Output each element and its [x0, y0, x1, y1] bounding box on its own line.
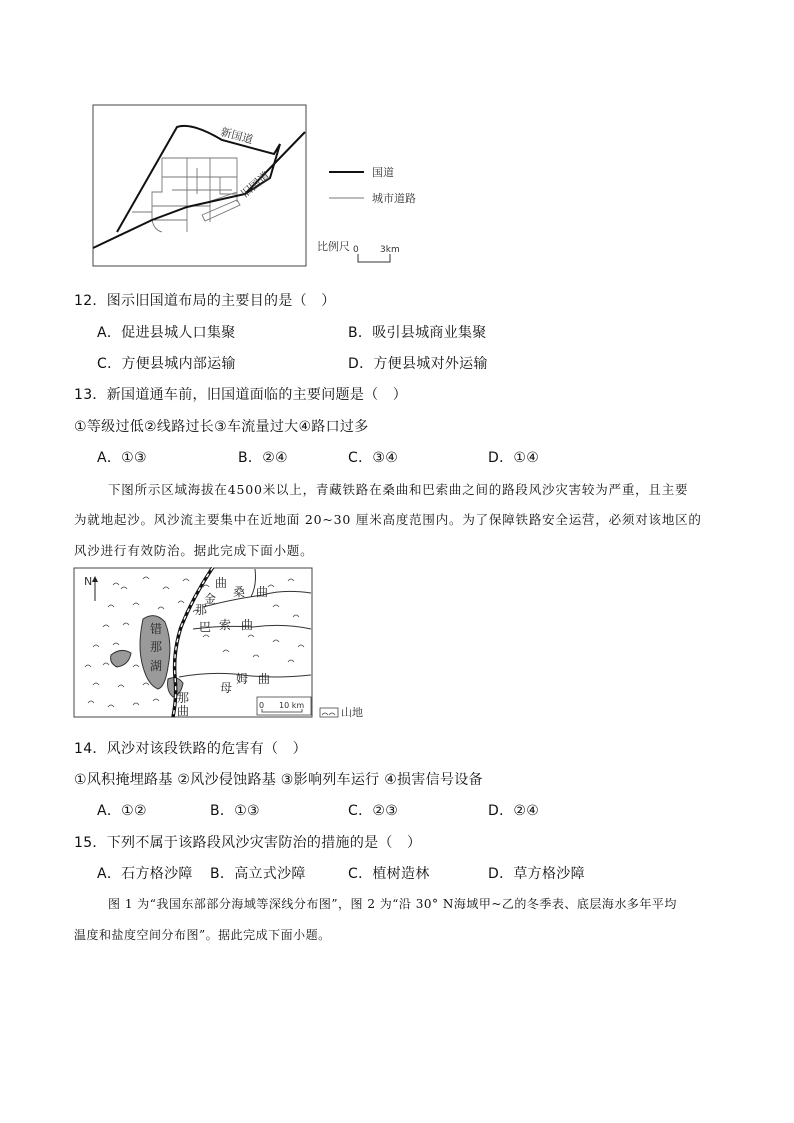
passage2-line2: 温度和盐度空间分布图”。据此完成下面小题。 — [74, 928, 331, 942]
q14-option-c[interactable]: C．②③ — [348, 803, 399, 819]
q15-option-d[interactable]: D．草方格沙障 — [488, 866, 585, 882]
map2-scale-zero: 0 — [259, 701, 265, 710]
basuoqu-char-3: 曲 — [241, 618, 254, 632]
mountain-legend-label: 山地 — [341, 706, 363, 719]
sangqu-char-2: 桑 — [233, 585, 246, 599]
lake-char-2: 那 — [150, 640, 163, 654]
q12-option-a[interactable]: A．促进县城人口集聚 — [97, 325, 236, 341]
scale-label: 比例尺 — [317, 240, 350, 253]
lake-char-3: 湖 — [150, 659, 163, 673]
jinnaqu-char-1: 金 — [204, 592, 217, 606]
mountain-legend-swatch — [320, 708, 338, 717]
munaqu-char-1: 母 — [220, 681, 233, 695]
new-road-label: 新国道 — [219, 125, 255, 147]
map2-scale-value: 10 km — [279, 701, 305, 710]
munaqu-char-3: 曲 — [258, 672, 271, 686]
q14-option-b[interactable]: B．①③ — [210, 803, 260, 819]
q12-stem: 12．图示旧国道布局的主要目的是（ ） — [74, 293, 336, 309]
naqu-char-2: 曲 — [177, 704, 190, 718]
q15-option-c[interactable]: C．植树造林 — [348, 866, 430, 882]
map2-frame — [74, 568, 312, 717]
q13-option-d[interactable]: D．①④ — [488, 450, 540, 466]
legend-city-road-label: 城市道路 — [372, 192, 416, 205]
scale-zero: 0 — [353, 245, 359, 255]
sangqu-char-3: 曲 — [256, 585, 269, 599]
naqu-char-1: 那 — [177, 691, 190, 705]
q13-option-c[interactable]: C．③④ — [348, 450, 399, 466]
q14-option-d[interactable]: D．②④ — [488, 803, 540, 819]
q13-option-a[interactable]: A．①③ — [97, 450, 147, 466]
passage2-line1: 图 1 为“我国东部部分海域等深线分布图”，图 2 为“沿 30° N海域甲~乙的冬季表、底层海水多年平均 — [108, 897, 677, 911]
q13-option-b[interactable]: B．②④ — [238, 450, 288, 466]
basuoqu-char-1: 巴 — [199, 620, 212, 634]
q14-stem: 14．风沙对该段铁路的危害有（ ） — [74, 741, 307, 757]
q13-stem: 13．新国道通车前，旧国道面临的主要问题是（ ） — [74, 387, 408, 403]
munaqu-char-2: 姆 — [236, 672, 249, 686]
q15-option-b[interactable]: B．高立式沙障 — [210, 866, 306, 882]
county-road-map — [92, 102, 432, 268]
passage1-line3: 风沙进行有效防治。据此完成下面小题。 — [74, 543, 314, 558]
scale-bar — [358, 254, 390, 262]
passage1-line2: 为就地起沙。风沙流主要集中在近地面 20~30 厘米高度范围内。为了保障铁路安全运营，必须对该地区的 — [74, 512, 702, 527]
north-label: N — [84, 575, 93, 588]
q14-items: ①风积掩埋路基 ②风沙侵蚀路基 ③影响列车运行 ④损害信号设备 — [74, 772, 483, 788]
q15-stem: 15．下列不属于该路段风沙灾害防治的措施的是（ ） — [74, 835, 422, 851]
q15-option-a[interactable]: A．石方格沙障 — [97, 866, 193, 882]
q12-option-c[interactable]: C．方便县城内部运输 — [97, 356, 236, 372]
passage1-line1: 下图所示区域海拔在4500米以上，青藏铁路在桑曲和巴索曲之间的路段风沙灾害较为严重，且主要 — [108, 482, 689, 497]
q13-items: ①等级过低②线路过长③车流量过大④路口过多 — [74, 419, 369, 435]
scale-value: 3km — [380, 245, 400, 255]
basuoqu-char-2: 索 — [219, 618, 232, 632]
old-road-label: 旧国道 — [238, 169, 273, 201]
jinnaqu-char-2: 那 — [195, 603, 208, 617]
sangqu-char-1: 曲 — [215, 576, 228, 590]
railway-lake-map — [73, 567, 373, 719]
lake-char-1: 错 — [150, 622, 163, 636]
q12-option-d[interactable]: D．方便县城对外运输 — [348, 356, 488, 372]
legend-national-road-label: 国道 — [372, 166, 394, 179]
q12-option-b[interactable]: B．吸引县城商业集聚 — [348, 325, 487, 341]
q14-option-a[interactable]: A．①② — [97, 803, 147, 819]
